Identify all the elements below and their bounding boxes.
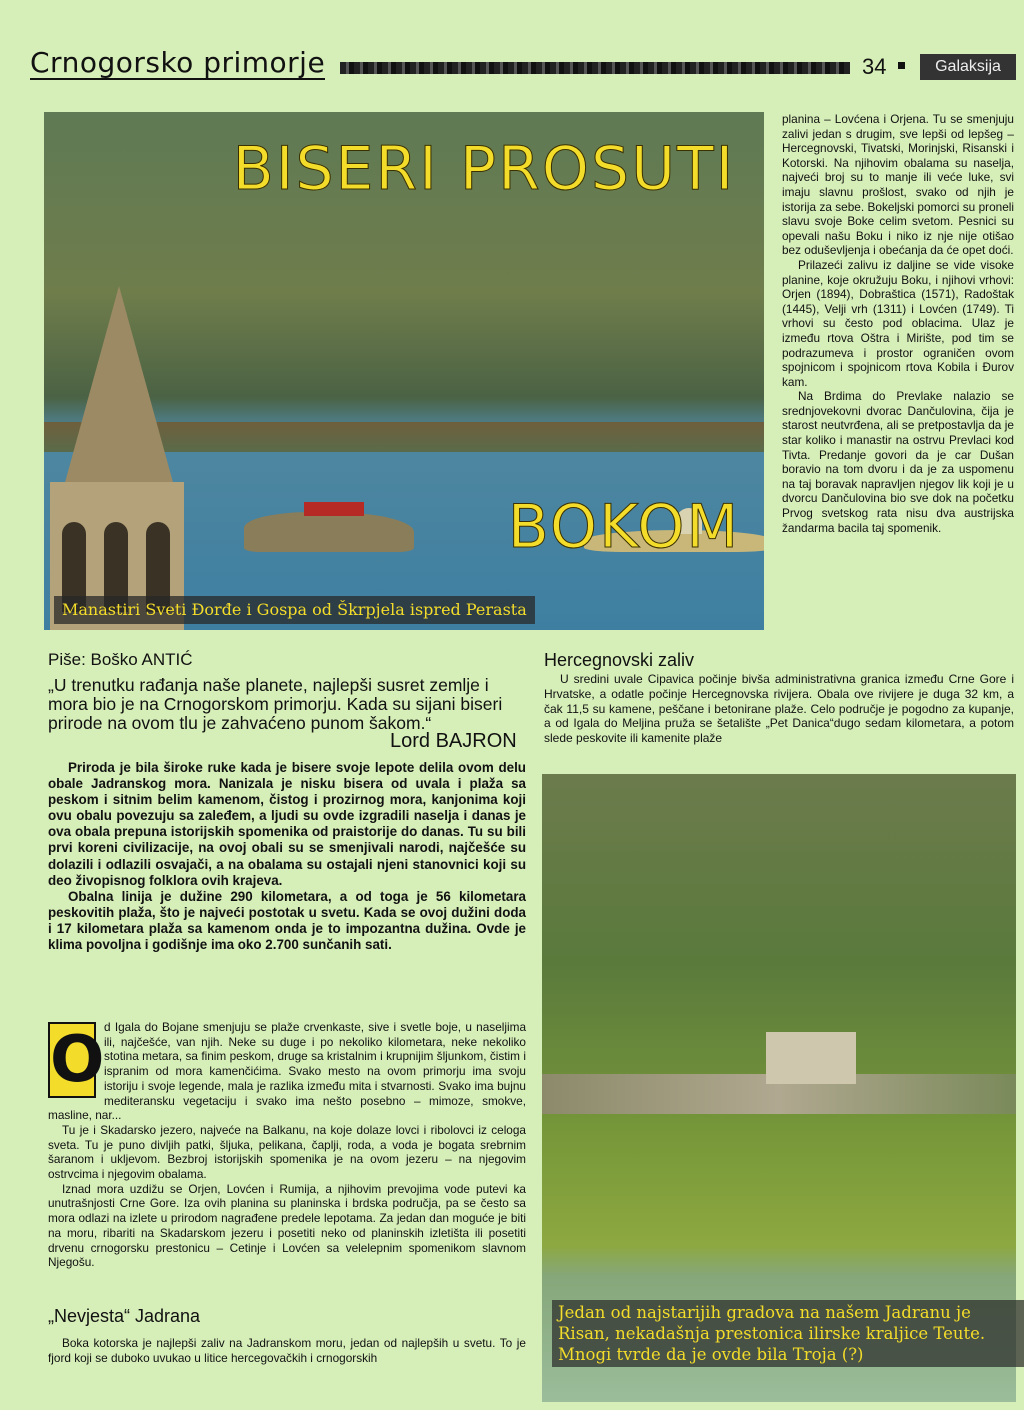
church-roof bbox=[304, 502, 364, 516]
subheading-hercegnovski: Hercegnovski zaliv bbox=[544, 650, 695, 670]
section-title: Crnogorsko primorje bbox=[30, 46, 326, 79]
tower-spire bbox=[64, 286, 174, 486]
paragraph: Na Brdima do Prevlake nalazio se srednjovekovni dvorac Dančulovina, čija je starost neutvrđena, ali se pretpostavlja da je star koliko i manastir na ostrvu Prevlaci kod Tivta. Predanje govori da je car Dušan boravio na tom dvoru i da je za uspomenu na taj boravak napravljen njegov lik koji je u dvorcu Dančulovina bio sve dok na početku Prvog svetskog rata nisu dva austrijska žandarma bacila taj spomenik. bbox=[782, 389, 1014, 535]
paragraph: planina – Lovćena i Orjena. Tu se smenjuju zalivi jedan s drugim, sve lepši od lepšeg – Hercegnovski, Tivatski, Morinjski, Risanski i Kotorski. Na njihovim obalama su naselja, najveći broj su to manje ili veće luke, svi imaju slavnu prošlost, svako od njih je istorija za sebe. Bokeljski pomorci su proneli slavu svoje Boke celim svetom. Pesnici su opevali našu Boku i niko iz nje nije otišao bez oduševljenja i obećanja da će opet doći. bbox=[782, 112, 1014, 258]
headline-line2: BOKOM bbox=[507, 492, 741, 562]
intro-body bbox=[48, 1020, 526, 1270]
paragraph: Iznad mora uzdižu se Orjen, Lovćen i Rumija, a njihovim prevojima vode putevi ka unutrašnjosti Crne Gore. Iza ovih planina su planinska i brdska područja, pa se često sa mora odlazi na izlete u prirodom nagrađene predele lepotama. Za jedan dan moguće je biti na moru, ribariti na Skadarskom jezeru i posetiti neko od planinskih izletišta ili posetiti drvenu crnogorsku prestonicu – Cetinje i Lovćen sa velelepnim spomenikom slavnom Njegošu. bbox=[48, 1181, 526, 1270]
paragraph: Prilazeći zalivu iz daljine se vide visoke planine, koje okružuju Boku, i njihovi vrhovi: Orjen (1894), Dobraštica (1571), Radoštak (1445), Velji vrh (1311) i Lovćen (1749). Ti vrhovi su često pod oblacima. Ulaz je između rtova Oštra i Mirište, pod tim se podrazumeva i prostor ograničen ovom spojnicom i spojnicom rtova Kobila i Đurov kam. bbox=[782, 257, 1014, 389]
nevjesta-body bbox=[48, 1336, 526, 1365]
hotel-building bbox=[766, 1032, 856, 1084]
bullet-icon bbox=[898, 62, 905, 69]
page-header bbox=[0, 40, 1024, 86]
paragraph: Priroda je bila široke ruke kada je bisere svoje lepote delila ovom delu obale Jadranskog mora. Nanizala je nisku bisera od uvala i plaža sa peskom i sitnim belim kamenom, čistog i prozirnog mora, kanjonima koji ovu obalu povezuju sa zaleđem, a ljudi su ovde izgradili naselja i danas je ova obala prepuna istorijskih spomenika od praistorije do danas. Tu su bili prvi koreni civilizacije, na ovoj obali su se smenjivali narodi, najčešće su dolazili i odlazili osvajači, a na obalama su ostajali njeni stanovnici koji su deo živopisnog folklora ovih krajeva. bbox=[48, 760, 526, 888]
paragraph: d Igala do Bojane smenjuju se plaže crvenkaste, sive i svetle boje, u naseljima ili, najčešće, van njih. Neke su duge i po nekoliko kilometara, neke nekoliko stotina metara, sa finim peskom, druge sa kristalnim i krupnijim šljunkom, čistim i ispranim od mora kamenčićima. Svako mesto na ovom primorju ima svoju istoriju i svoje legende, mala je razlika između mita i stvarnosti. Svako ima bujnu mediteransku vegetaciju i svako ima nešto posebno – mimoze, smokve, masline, nar... bbox=[48, 1020, 526, 1123]
paragraph: U sredini uvale Cipavica počinje bivša administrativna granica između Crne Gore i Hrvatske, a odatle počinje Hercegnovska rivijera. Obala ove rivijere je duga 32 km, a čak 11,5 su kamene, peščane i betonirane plaže. Celo područje je pogodno za kupanje, a od Igala do Meljina pruža se šetalište „Pet Danica“dugo sedam kilometara, a potom slede peskovite ili kamenite plaže bbox=[544, 672, 1014, 746]
magazine-badge: Galaksija bbox=[920, 54, 1016, 80]
paragraph: Tu je i Skadarsko jezero, najveće na Balkanu, na koje dolaze lovci i ribolovci iz celoga sveta. Tu je puno divljih patki, šljuka, pelikana, čaplji, roda, a voda je bogata srebrnim šaranom i ukljevom. Bezbroj istorijskih spomenika je na ovom jezeru – na njegovim ostrvcima i njegovim obalama. bbox=[48, 1122, 526, 1182]
bell-tower bbox=[44, 286, 184, 630]
risan-photo-caption: Jedan od najstarijih gradova na našem Jadranu je Risan, nekadašnja prestonica ilirske kraljice Teute. Mnogi tvrde da je ovde bila Troja (?) bbox=[552, 1300, 1024, 1367]
island-sveti-djordje bbox=[244, 512, 414, 552]
hero-photo bbox=[44, 112, 764, 630]
hercegnovski-body bbox=[544, 672, 1014, 746]
right-column bbox=[782, 112, 1014, 535]
drop-cap: O bbox=[50, 1023, 105, 1097]
page-number: 34 bbox=[862, 54, 887, 79]
paragraph: Boka kotorska je najlepši zaliv na Jadranskom moru, jedan od najlepših u svetu. To je fjord koji se duboko uvukao u litice hercegovačkih i crnogorskih bbox=[48, 1336, 526, 1365]
lead-text bbox=[48, 760, 526, 953]
hero-caption: Manastiri Sveti Đorđe i Gospa od Škrpjela ispred Perasta bbox=[54, 596, 535, 624]
subheading-nevjesta: „Nevjesta“ Jadrana bbox=[48, 1306, 201, 1326]
epigraph-author: Lord BAJRON bbox=[390, 730, 517, 752]
epigraph-quote: „U trenutku rađanja naše planete, najlepši susret zemlje i mora bio je na Crnogorskom primorju. Kada su sijani biseri prirode na ovom tlu je zahvaćeno punom šakom.“ bbox=[48, 675, 503, 733]
header-rule bbox=[340, 62, 850, 74]
headline-line1: BISERI PROSUTI bbox=[232, 134, 736, 204]
byline: Piše: Boško ANTIĆ bbox=[48, 650, 193, 669]
paragraph: Obalna linija je dužine 290 kilometara, a od toga je 56 kilometara peskovitih plaža, što je najveći postotak u svetu. Kada se ovoj dužini doda i 17 kilometara plaža sa kamenom onda je to impozantna dužina. Ovde je klima povoljna i godišnje ima oko 2.700 sunčanih sati. bbox=[48, 888, 526, 953]
